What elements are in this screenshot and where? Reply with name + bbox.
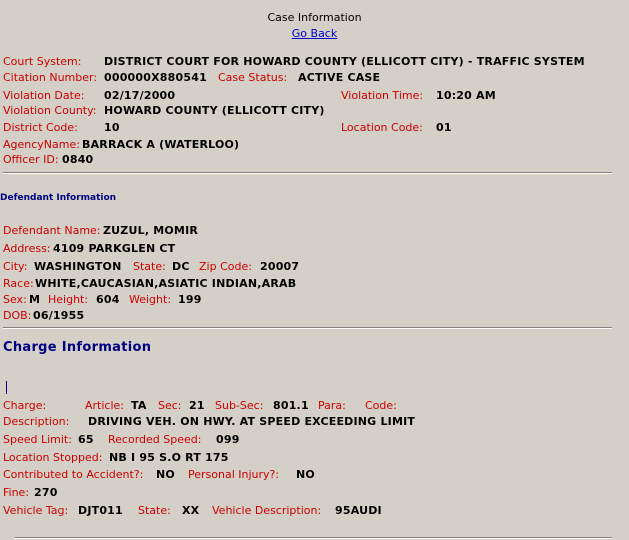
description-label: Description: [3, 415, 70, 428]
vehicle-tag-label: Vehicle Tag: [3, 504, 69, 517]
contributed-label: Contributed to Accident?: [3, 468, 144, 481]
personal-injury-label: Personal Injury?: [188, 468, 280, 481]
speed-limit-value: 65 [78, 433, 94, 446]
height-value: 604 [96, 293, 120, 306]
personal-injury-value: NO [296, 468, 315, 481]
court-system-value: DISTRICT COURT FOR HOWARD COUNTY (ELLICOTT CITY) - TRAFFIC SYSTEM [104, 55, 585, 68]
defendant-name-label: Defendant Name: [3, 224, 101, 237]
case-status-label: Case Status: [218, 71, 288, 84]
citation-number-label: Citation Number: [3, 71, 98, 84]
recorded-speed-label: Recorded Speed: [108, 433, 202, 446]
fine-label: Fine: [3, 486, 30, 499]
subsec-value: 801.1 [273, 399, 309, 412]
article-value: TA [131, 399, 147, 412]
state-value: DC [172, 260, 190, 273]
zip-code-value: 20007 [260, 260, 300, 273]
charge-label: Charge: [3, 399, 47, 412]
violation-date-value: 02/17/2000 [104, 89, 176, 102]
sex-label: Sex: [3, 293, 27, 306]
height-label: Height: [48, 293, 89, 306]
citation-number-value: 000000X880541 [104, 71, 207, 84]
case-status-value: ACTIVE CASE [298, 71, 381, 84]
vehicle-state-label: State: [138, 504, 171, 517]
sec-value: 21 [189, 399, 205, 412]
dob-label: DOB: [3, 309, 32, 322]
zip-code-label: Zip Code: [199, 260, 252, 273]
divider [3, 172, 612, 174]
vehicle-tag-value: DJT011 [78, 504, 123, 517]
go-back-link[interactable]: Go Back [291, 27, 338, 40]
address-value: 4109 PARKGLEN CT [53, 242, 176, 255]
defendant-name-value: ZUZUL, MOMIR [103, 224, 199, 237]
para-label: Para: [318, 399, 346, 412]
vehicle-state-value: XX [182, 504, 200, 517]
weight-label: Weight: [129, 293, 172, 306]
race-value: WHITE,CAUCASIAN,ASIATIC INDIAN,ARAB [35, 277, 297, 290]
address-label: Address: [3, 242, 51, 255]
dob-value: 06/1955 [33, 309, 85, 322]
race-label: Race: [3, 277, 34, 290]
contributed-value: NO [156, 468, 175, 481]
subsec-label: Sub-Sec: [215, 399, 264, 412]
location-code-value: 01 [436, 121, 452, 134]
location-stopped-value: NB I 95 S.O RT 175 [109, 451, 229, 464]
code-label: Code: [365, 399, 397, 412]
divider [15, 537, 612, 539]
violation-time-label: Violation Time: [341, 89, 424, 102]
location-stopped-label: Location Stopped: [3, 451, 103, 464]
violation-date-label: Violation Date: [3, 89, 85, 102]
fine-value: 270 [34, 486, 58, 499]
vehicle-description-label: Vehicle Description: [212, 504, 322, 517]
city-label: City: [3, 260, 28, 273]
description-value: DRIVING VEH. ON HWY. AT SPEED EXCEEDING LIMIT [88, 415, 416, 428]
page-title: Case Information [267, 11, 362, 24]
district-code-value: 10 [104, 121, 120, 134]
speed-limit-label: Speed Limit: [3, 433, 72, 446]
recorded-speed-value: 099 [216, 433, 240, 446]
agency-name-label: AgencyName: [3, 138, 80, 151]
defendant-section-title: Defendant Information [0, 193, 117, 203]
location-code-label: Location Code: [341, 121, 423, 134]
divider [3, 327, 612, 329]
violation-county-value: HOWARD COUNTY (ELLICOTT CITY) [104, 104, 325, 117]
city-value: WASHINGTON [34, 260, 122, 273]
sec-label: Sec: [158, 399, 182, 412]
court-system-label: Court System: [3, 55, 82, 68]
officer-id-value: 0840 [62, 153, 94, 166]
district-code-label: District Code: [3, 121, 78, 134]
charge-section-title: Charge Information [3, 340, 152, 355]
vehicle-description-value: 95AUDI [335, 504, 382, 517]
weight-value: 199 [178, 293, 202, 306]
article-label: Article: [85, 399, 124, 412]
state-label: State: [133, 260, 166, 273]
violation-county-label: Violation County: [3, 104, 97, 117]
go-back-container [0, 27, 629, 40]
sex-value: M [29, 293, 41, 306]
officer-id-label: Officer ID: [3, 153, 59, 166]
agency-name-value: BARRACK A (WATERLOO) [82, 138, 240, 151]
text-cursor [6, 381, 7, 394]
violation-time-value: 10:20 AM [436, 89, 496, 102]
